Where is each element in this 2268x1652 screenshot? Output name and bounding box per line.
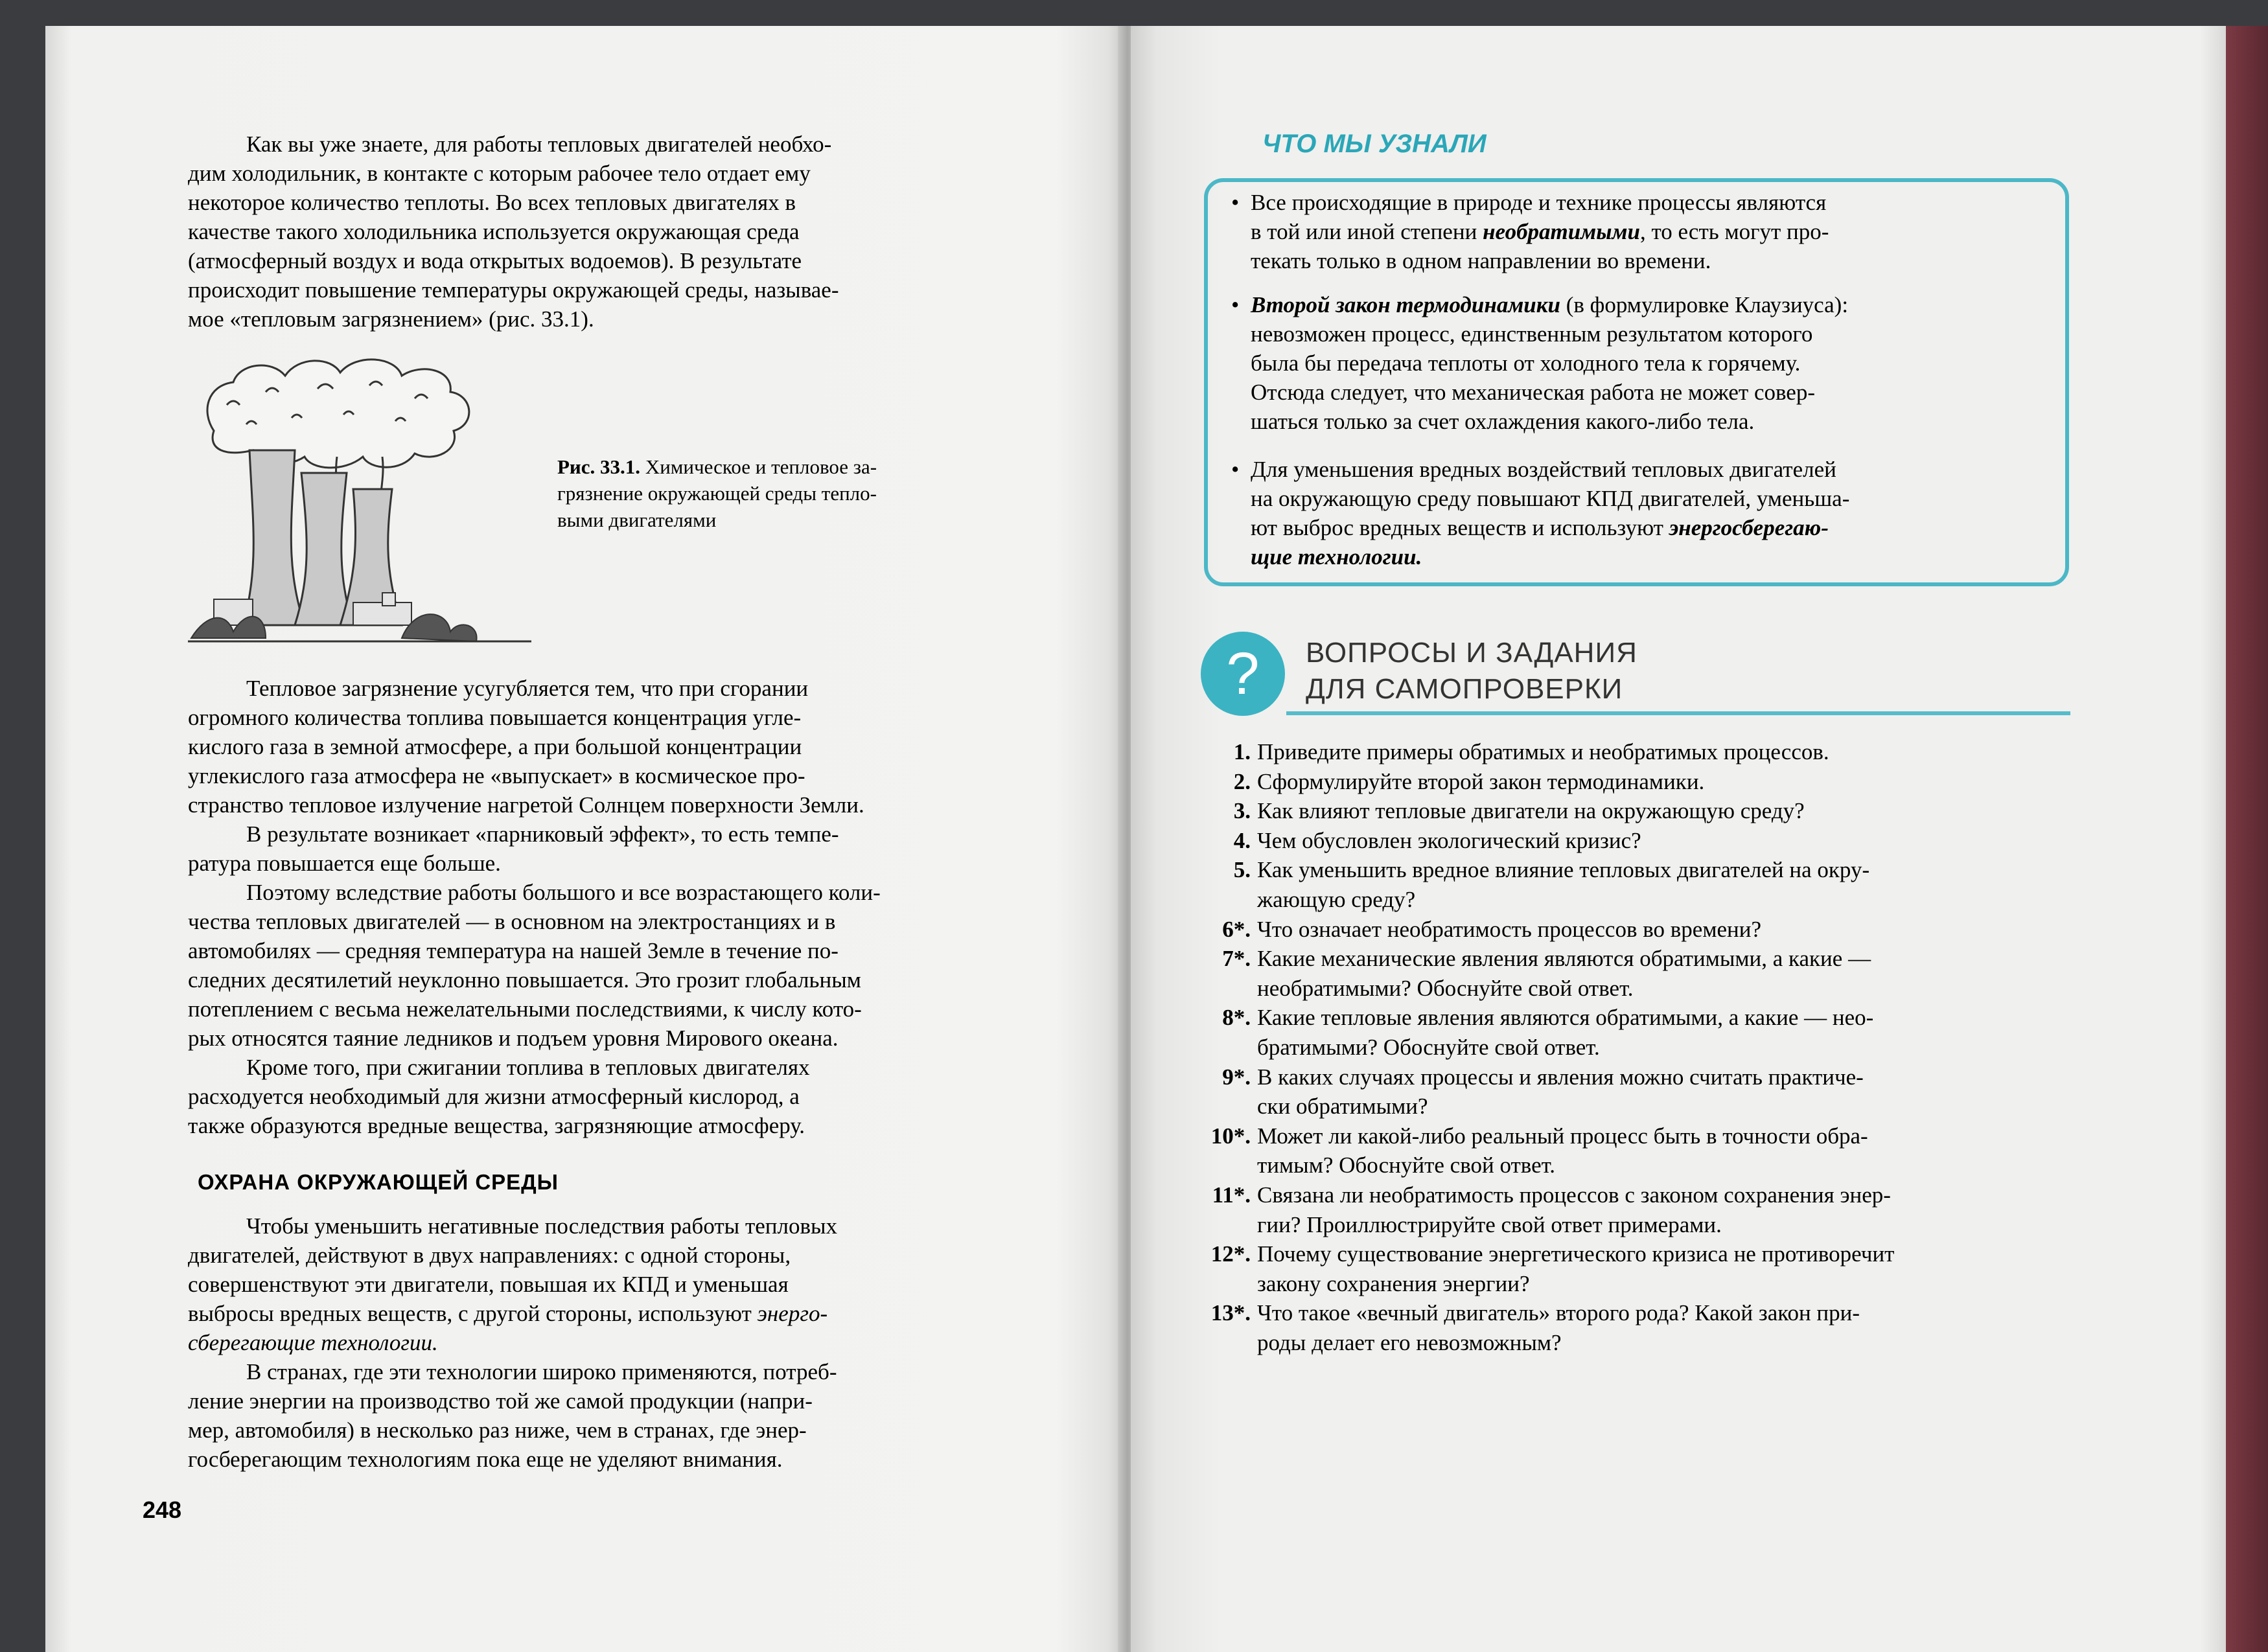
emphasis-text: энергосберегаю- [1669, 515, 1829, 540]
text-line: кислого газа в земной атмосфере, а при большой концентрации [188, 734, 802, 759]
learned-heading: ЧТО МЫ УЗНАЛИ [1262, 130, 1487, 158]
text-line: также образуются вредные вещества, загрязняющие атмосферу. [188, 1113, 805, 1138]
question-item [1192, 826, 2070, 856]
question-number: 11*. [1212, 1182, 1251, 1208]
question-text: братимыми? Обоснуйте свой ответ. [1257, 1034, 1600, 1060]
question-text: Может ли какой-либо реальный процесс быть в точности обра- [1257, 1123, 1868, 1149]
text-line: в той или иной степени [1251, 219, 1483, 244]
question-text: Приведите примеры обратимых и необратимых процессов. [1257, 739, 1829, 764]
summary-bullet-2 [1231, 290, 2051, 436]
text-line: на окружающую среду повышают КПД двигателей, уменьша- [1251, 486, 1850, 511]
question-number: 13*. [1210, 1300, 1251, 1326]
text-line: госберегающим технологиям пока еще не уделяют внимания. [188, 1447, 783, 1472]
text-line: Кроме того, при сжигании топлива в тепловых двигателях [246, 1055, 810, 1080]
question-text: роды делает его невозможным? [1257, 1329, 1562, 1355]
text-line: рых относятся таяние ледников и подъем уровня Мирового океана. [188, 1026, 839, 1051]
questions-heading [1306, 635, 1637, 707]
bullet-dot: • [1231, 457, 1240, 482]
question-number: 7*. [1222, 946, 1251, 972]
question-text: ски обратимыми? [1257, 1094, 1428, 1119]
question-item [1192, 737, 2070, 767]
text-line: текать только в одном направлении во времени. [1251, 248, 1711, 273]
protection-paragraphs [188, 1211, 1053, 1474]
text-line: потеплением с весьма нежелательными последствиями, к числу кото- [188, 996, 862, 1022]
text-line: была бы передача теплоты от холодного тела к горячему. [1251, 350, 1801, 376]
text-line: В странах, где эти технологии широко применяются, потреб- [246, 1359, 837, 1384]
text-line: мое «тепловым загрязнением» (рис. 33.1). [188, 306, 594, 332]
text-line: мер, автомобиля) в несколько раз ниже, чем в странах, где энер- [188, 1417, 807, 1443]
caption-line: Химическое и тепловое за- [645, 455, 877, 478]
question-text: Как влияют тепловые двигатели на окружающую среду? [1257, 798, 1805, 824]
text-line: дим холодильник, в контакте с которым рабочее тело отдает ему [188, 161, 811, 186]
bullet-dot: • [1231, 292, 1240, 317]
text-line: углекислого газа атмосфера не «выпускает» в космическое про- [188, 763, 805, 788]
text-line: Все происходящие в природе и технике процессы являются [1251, 190, 1827, 215]
question-item [1192, 1121, 2070, 1180]
text-line: следних десятилетий неуклонно повышается. Это грозит глобальным [188, 967, 861, 992]
text-line: (атмосферный воздух и вода открытых водоемов). В результате [188, 248, 802, 273]
intro-paragraph [188, 130, 1053, 334]
text-line: Отсюда следует, что механическая работа не может совер- [1251, 380, 1815, 405]
question-number: 3. [1233, 798, 1251, 824]
text-line: невозможен процесс, единственным результатом которого [1251, 321, 1813, 347]
text-line: В результате возникает «парниковый эффект», то есть темпе- [246, 821, 839, 847]
question-number: 1. [1233, 739, 1251, 764]
text-line: чества тепловых двигателей — в основном на электростанциях и в [188, 909, 836, 934]
section-heading: ОХРАНА ОКРУЖАЮЩЕЙ СРЕДЫ [198, 1170, 559, 1194]
question-text: гии? Проиллюстрируйте свой ответ примерами. [1257, 1211, 1722, 1237]
text-line: происходит повышение температуры окружающей среды, называе- [188, 277, 839, 303]
question-number: 9*. [1222, 1064, 1251, 1090]
question-text: Связана ли необратимость процессов с законом сохранения энер- [1257, 1182, 1891, 1208]
show-through-text [1199, 1354, 1204, 1378]
question-item [1192, 915, 2070, 945]
question-number: 10*. [1210, 1123, 1251, 1149]
question-text: Какие механические явления являются обратимыми, а какие — [1257, 946, 1871, 972]
text-line: автомобилях — средняя температура на нашей Земле в течение по- [188, 938, 839, 963]
emphasis-text: необратимыми [1483, 219, 1640, 244]
text-line: Тепловое загрязнение усугубляется тем, что при сгорании [246, 676, 809, 701]
bullet-dot: • [1231, 190, 1240, 215]
emphasis-text: щие технологии. [1251, 544, 1422, 569]
question-item [1192, 1180, 2070, 1239]
question-text: тимым? Обоснуйте свой ответ. [1257, 1153, 1556, 1178]
text-line: выбросы вредных веществ, с другой стороны, используют [188, 1301, 752, 1326]
question-text: Что означает необратимость процессов во времени? [1257, 916, 1762, 942]
question-item [1192, 767, 2070, 797]
book-cover-edge [2226, 26, 2268, 1652]
question-number: 6*. [1222, 916, 1251, 942]
question-number: 2. [1233, 768, 1251, 794]
text-line: совершенствуют эти двигатели, повышая их КПД и уменьшая [188, 1272, 789, 1297]
question-number: 8*. [1222, 1005, 1251, 1031]
caption-line: выми двигателями [557, 509, 717, 531]
emphasis-text: сберегающие технологии. [188, 1330, 438, 1355]
caption-line: грязнение окружающей среды тепло- [557, 482, 877, 505]
summary-bullet-1 [1231, 188, 2051, 275]
question-text: закону сохранения энергии? [1257, 1270, 1530, 1296]
question-item [1192, 1298, 2070, 1357]
questions-heading-line: ВОПРОСЫ И ЗАДАНИЯ [1306, 637, 1637, 669]
question-number: 5. [1233, 857, 1251, 883]
question-text: Сформулируйте второй закон термодинамики. [1257, 768, 1705, 794]
question-text: Чем обусловлен экологический кризис? [1257, 827, 1641, 853]
questions-list [1192, 737, 2070, 1357]
question-text: Почему существование энергетического кризиса не противоречит [1257, 1241, 1895, 1267]
question-item [1192, 1239, 2070, 1298]
question-item [1192, 855, 2070, 914]
question-item [1192, 1062, 2070, 1121]
question-item [1192, 944, 2070, 1003]
question-text: необратимыми? Обоснуйте свой ответ. [1257, 975, 1634, 1001]
text-line: Как вы уже знаете, для работы тепловых двигателей необхо- [246, 132, 832, 157]
text-line: Чтобы уменьшить негативные последствия работы тепловых [246, 1213, 838, 1239]
text-line: странство тепловое излучение нагретой Солнцем поверхности Земли. [188, 792, 864, 818]
question-text: Как уменьшить вредное влияние тепловых двигателей на окру- [1257, 857, 1870, 883]
question-text: жающую среду? [1257, 886, 1416, 912]
question-text: Какие тепловые явления являются обратимыми, а какие — нео- [1257, 1005, 1874, 1031]
text-line: некоторое количество теплоты. Во всех тепловых двигателях в [188, 190, 796, 215]
question-item [1192, 1003, 2070, 1062]
page-number: 248 [143, 1497, 182, 1523]
text-line: качестве такого холодильника используется окружающая среда [188, 219, 800, 244]
question-number: 12*. [1210, 1241, 1251, 1267]
question-text: Что такое «вечный двигатель» второго рода? Какой закон при- [1257, 1300, 1860, 1326]
text-line: Для уменьшения вредных воздействий тепловых двигателей [1251, 457, 1836, 482]
emphasis-text: Второй закон термодинамики [1251, 292, 1560, 317]
heading-underline [1286, 711, 2070, 715]
text-line: ление энергии на производство той же самой продукции (напри- [188, 1388, 813, 1414]
emphasis-text: энерго- [757, 1301, 828, 1326]
pollution-illustration [188, 353, 538, 651]
question-item [1192, 796, 2070, 826]
text-line: двигателей, действуют в двух направлениях: с одной стороны, [188, 1243, 791, 1268]
text-line: ратура повышается еще больше. [188, 851, 501, 876]
figure-caption [557, 453, 1050, 533]
question-mark-icon: ? [1201, 632, 1285, 716]
summary-bullet-3 [1231, 455, 2051, 571]
text-line: огромного количества топлива повышается концентрация угле- [188, 705, 802, 730]
text-line: , то есть могут про- [1639, 219, 1829, 244]
text-line: Поэтому вследствие работы большого и все возрастающего коли- [246, 880, 881, 905]
question-text: В каких случаях процессы и явления можно считать практиче- [1257, 1064, 1864, 1090]
greenhouse-paragraphs [188, 674, 1053, 1140]
question-number: 4. [1233, 827, 1251, 853]
text-line: шаться только за счет охлаждения какого-либо тела. [1251, 409, 1755, 434]
text-line: (в формулировке Клаузиуса): [1560, 292, 1849, 317]
questions-heading-line: ДЛЯ САМОПРОВЕРКИ [1306, 673, 1623, 705]
text-line: расходуется необходимый для жизни атмосферный кислород, а [188, 1084, 800, 1109]
figure-label: Рис. 33.1. [557, 455, 641, 478]
text-line: ют выброс вредных веществ и используют [1251, 515, 1669, 540]
